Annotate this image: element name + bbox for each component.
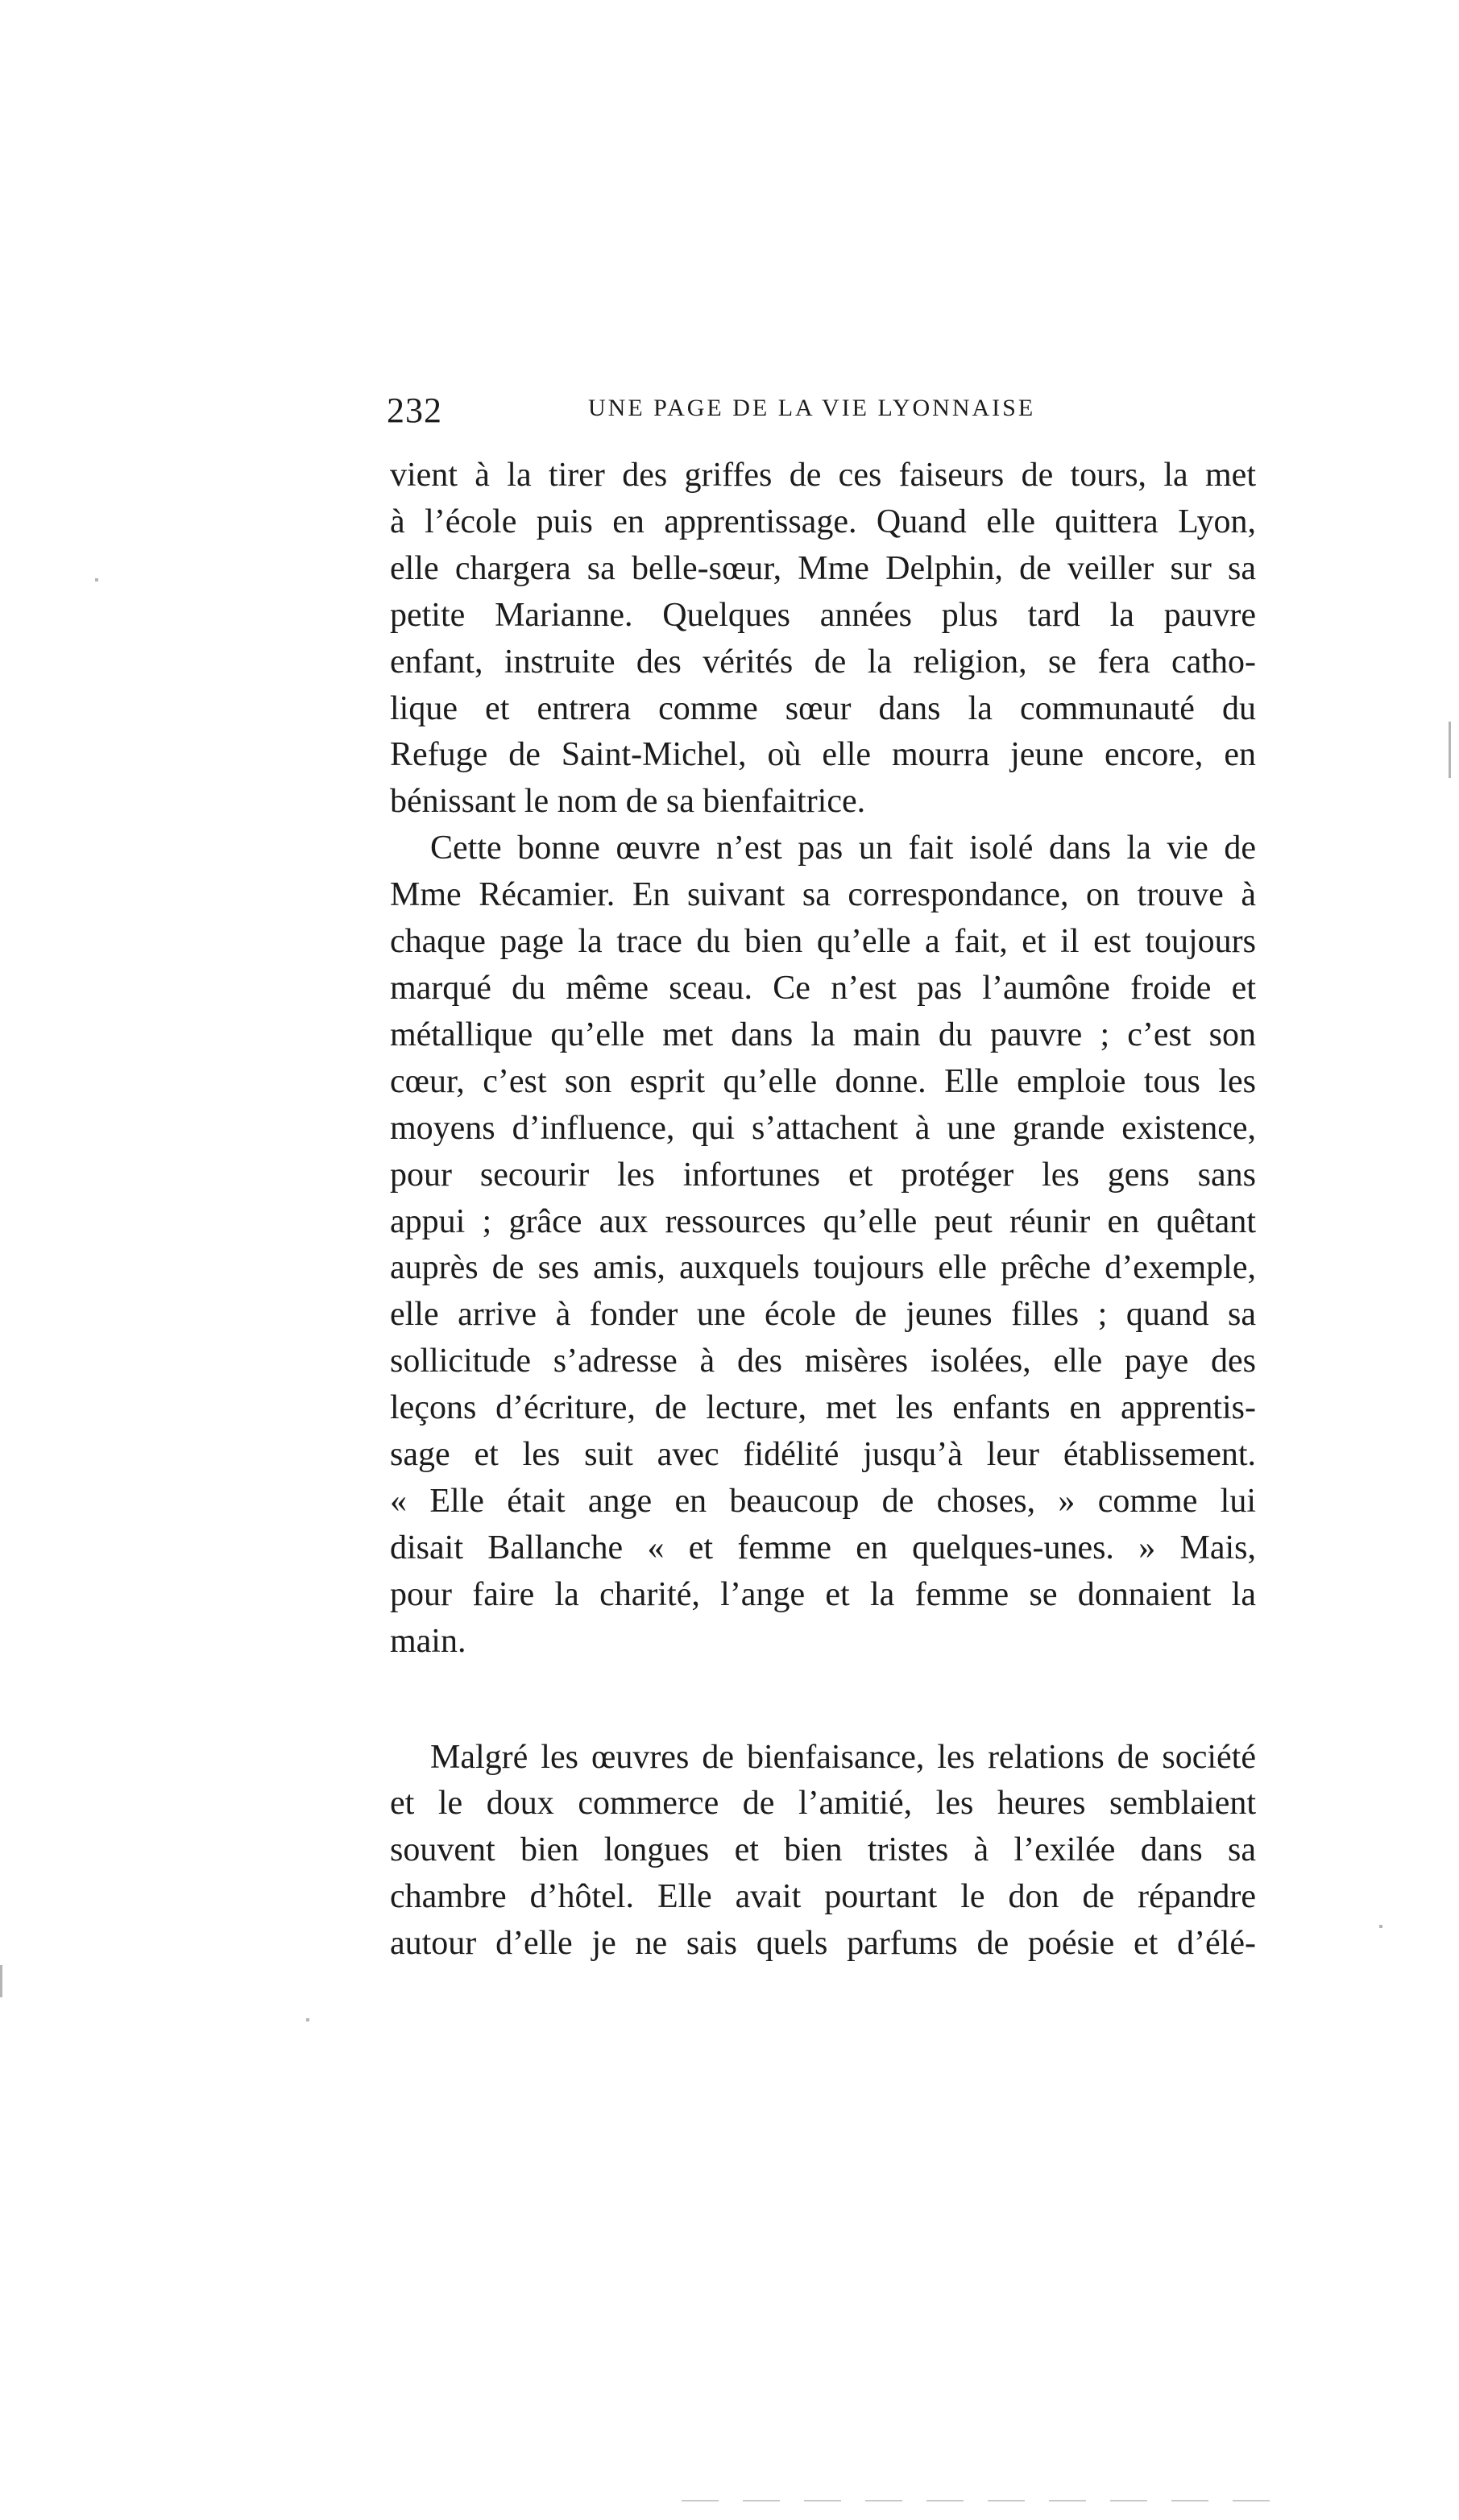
text-line: Refuge de Saint-Michel, où elle mourra jeune encore, en xyxy=(390,736,1256,774)
text-line: disait Ballanche « et femme en quelques-unes. » Mais, xyxy=(390,1529,1256,1566)
margin-speck xyxy=(1379,1925,1382,1928)
text-line: auprès de ses amis, auxquels toujours elle prêche d’exemple, xyxy=(390,1249,1256,1287)
text-line: « Elle était ange en beaucoup de choses, » comme lui xyxy=(390,1482,1256,1520)
text-line: bénissant le nom de sa bienfaitrice. xyxy=(390,783,866,821)
text-line: souvent bien longues et bien tristes à l’exilée dans sa xyxy=(390,1831,1256,1869)
bottom-rule xyxy=(682,2500,1278,2501)
text-line: sage et les suit avec fidélité jusqu’à leur établissement. xyxy=(390,1436,1256,1474)
text-line: chambre d’hôtel. Elle avait pourtant le don de répandre xyxy=(390,1878,1256,1916)
text-line: main. xyxy=(390,1622,466,1660)
margin-speck xyxy=(0,1965,2,1997)
text-line: pour secourir les infortunes et protéger les gens sans xyxy=(390,1156,1256,1194)
text-line: autour d’elle je ne sais quels parfums de poésie et d’élé- xyxy=(390,1925,1256,1963)
paragraph-2 xyxy=(390,826,1256,1665)
text-line: enfant, instruite des vérités de la religion, se fera catho- xyxy=(390,643,1256,681)
text-line: sollicitude s’adresse à des misères isolées, elle paye des xyxy=(390,1343,1256,1380)
text-line: à l’école puis en apprentissage. Quand elle quittera Lyon, xyxy=(390,503,1256,540)
paragraph-3 xyxy=(390,1735,1256,1968)
margin-speck xyxy=(1449,722,1451,778)
text-line: marqué du même sceau. Ce n’est pas l’aumône froide et xyxy=(390,969,1256,1007)
text-line: Mme Récamier. En suivant sa correspondance, on trouve à xyxy=(390,876,1256,914)
body-text xyxy=(390,453,1256,1968)
text-line: Malgré les œuvres de bienfaisance, les relations de société xyxy=(430,1738,1256,1776)
text-line: et le doux commerce de l’amitié, les heures semblaient xyxy=(390,1785,1256,1823)
text-line: cœur, c’est son esprit qu’elle donne. Elle emploie tous les xyxy=(390,1062,1256,1100)
text-line: petite Marianne. Quelques années plus tard la pauvre xyxy=(390,596,1256,634)
page-header xyxy=(387,390,1063,438)
text-line: moyens d’influence, qui s’attachent à une grande existence, xyxy=(390,1109,1256,1147)
page-number: 232 xyxy=(387,391,442,430)
text-line: lique et entrera comme sœur dans la communauté du xyxy=(390,689,1256,727)
text-line: elle arrive à fonder une école de jeunes filles ; quand sa xyxy=(390,1296,1256,1334)
text-line: pour faire la charité, l’ange et la femme se donnaient la xyxy=(390,1575,1256,1613)
text-line: vient à la tirer des griffes de ces faiseurs de tours, la met xyxy=(390,457,1256,494)
text-line: chaque page la trace du bien qu’elle a fait, et il est toujours xyxy=(390,923,1256,961)
text-line: Cette bonne œuvre n’est pas un fait isolé dans la vie de xyxy=(430,830,1256,867)
running-title: UNE PAGE DE LA VIE LYONNAISE xyxy=(588,395,1036,421)
text-line: métallique qu’elle met dans la main du pauvre ; c’est son xyxy=(390,1016,1256,1053)
margin-speck xyxy=(95,578,98,581)
text-line: elle chargera sa belle-sœur, Mme Delphin, de veiller sur sa xyxy=(390,549,1256,587)
text-line: appui ; grâce aux ressources qu’elle peut réunir en quêtant xyxy=(390,1202,1256,1240)
paragraph-1 xyxy=(390,453,1256,826)
text-line: leçons d’écriture, de lecture, met les enfants en apprentis- xyxy=(390,1389,1256,1427)
margin-speck xyxy=(306,2018,309,2021)
